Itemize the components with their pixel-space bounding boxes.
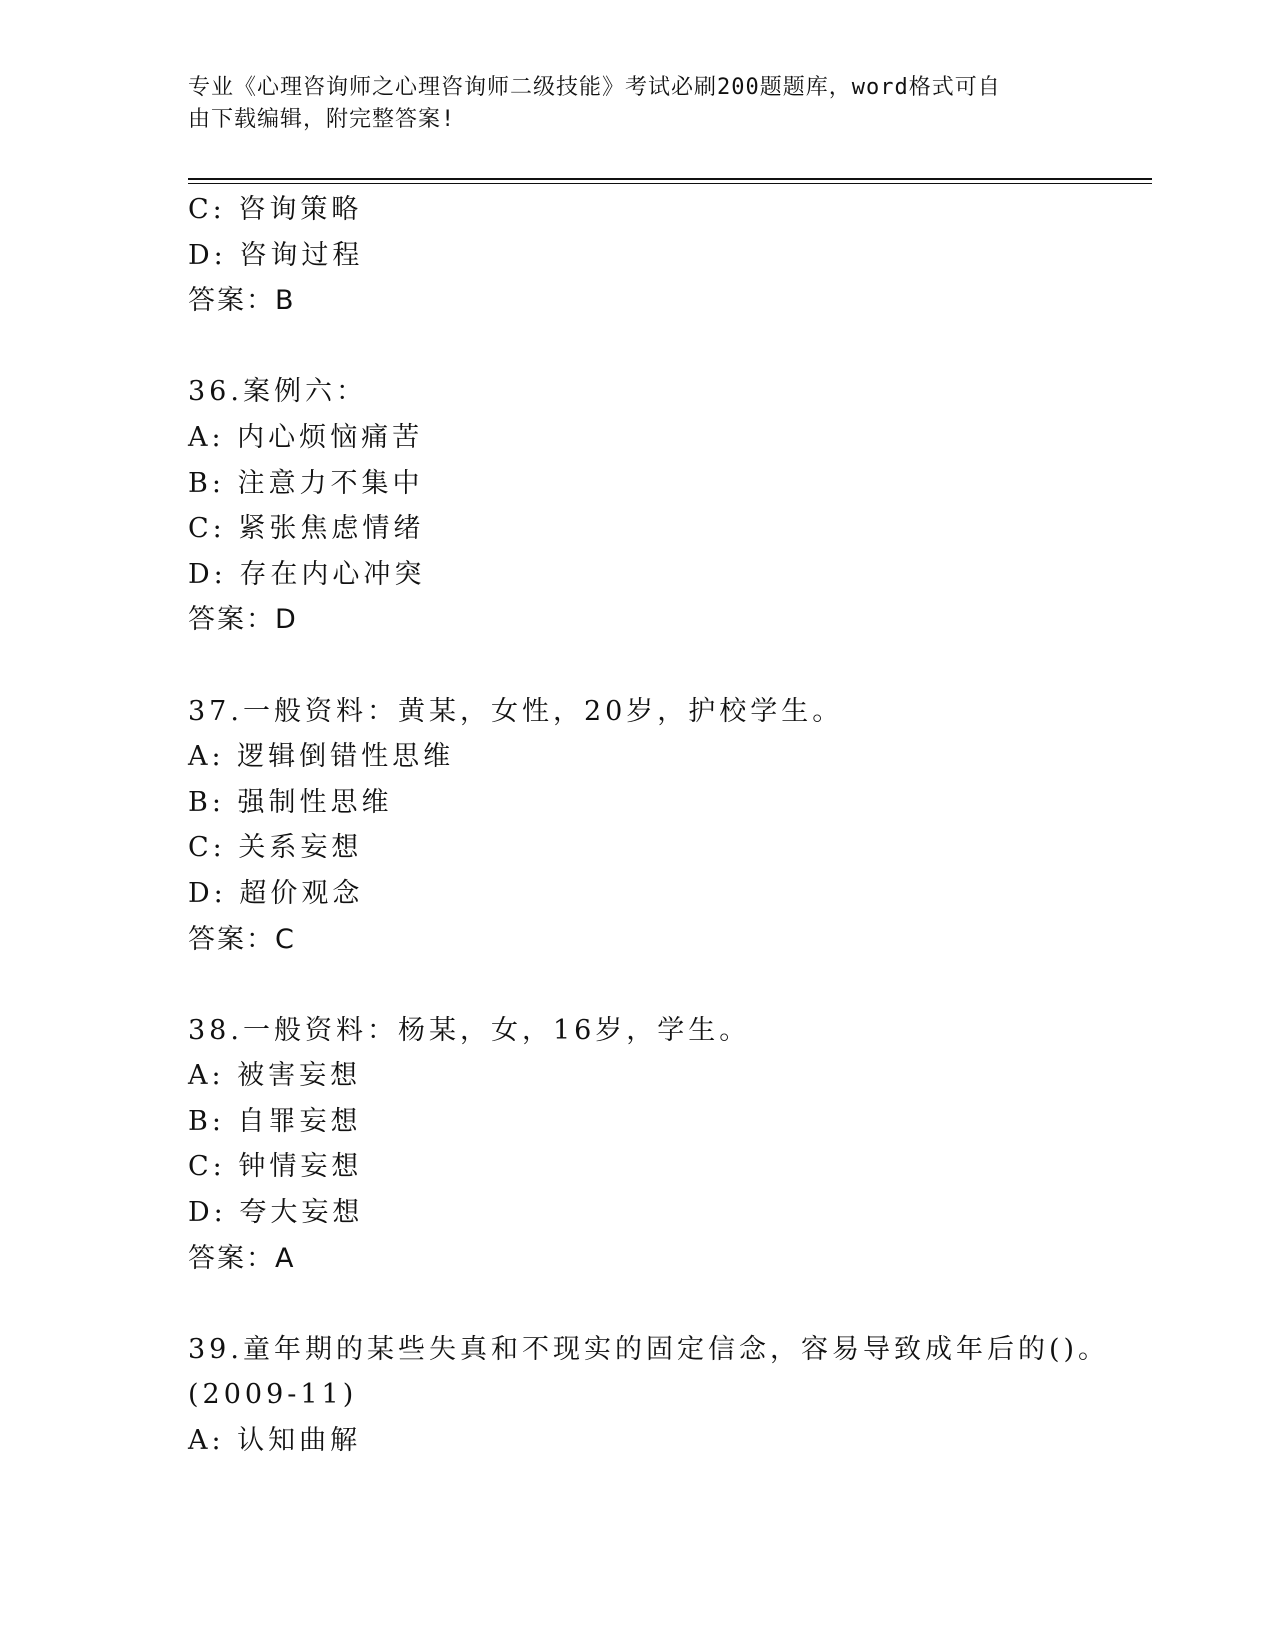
spacer	[188, 643, 1152, 689]
option-d: D: 存在内心冲突	[188, 558, 426, 590]
option-a: A: 逻辑倒错性思维	[188, 741, 455, 773]
question-stem: 38.一般资料：杨某，女，16岁，学生。	[188, 1014, 751, 1046]
answer-line: 答案：B	[188, 285, 296, 317]
question-37	[188, 689, 1152, 963]
question-38	[188, 1008, 1152, 1282]
document-header	[188, 72, 1068, 136]
header-title-line-2: 由下载编辑，附完整答案!	[188, 107, 456, 132]
option-b: B: 强制性思维	[188, 786, 393, 818]
option-d: D: 咨询过程	[188, 239, 364, 271]
document-body	[188, 187, 1152, 1464]
header-rule-thin	[188, 183, 1152, 184]
question-stem-continued: (2009-11)	[188, 1379, 358, 1411]
option-a: A: 认知曲解	[188, 1425, 362, 1457]
option-d: D: 夸大妄想	[188, 1197, 364, 1229]
option-c: C: 钟情妄想	[188, 1151, 363, 1183]
header-rule-thick	[188, 178, 1152, 180]
answer-line: 答案：D	[188, 604, 298, 636]
spacer	[188, 962, 1152, 1008]
question-stem: 37.一般资料：黄某，女性，20岁，护校学生。	[188, 695, 844, 727]
option-c: C: 咨询策略	[188, 194, 363, 225]
question-stem: 39.童年期的某些失真和不现实的固定信念，容易导致成年后的()。	[188, 1333, 1110, 1365]
answer-line: 答案：A	[188, 1242, 296, 1274]
answer-line: 答案：C	[188, 923, 296, 955]
option-c: C: 紧张焦虑情绪	[188, 513, 425, 545]
option-a: A: 被害妄想	[188, 1060, 362, 1092]
option-d: D: 超价观念	[188, 877, 364, 909]
question-36	[188, 369, 1152, 643]
question-stem: 36.案例六：	[188, 376, 367, 408]
option-b: B: 注意力不集中	[188, 467, 424, 499]
option-c: C: 关系妄想	[188, 832, 363, 864]
question-39	[188, 1327, 1152, 1464]
option-a: A: 内心烦恼痛苦	[188, 421, 424, 453]
option-b: B: 自罪妄想	[188, 1105, 362, 1137]
question-35-tail	[188, 187, 1152, 324]
header-title-line-1: 专业《心理咨询师之心理咨询师二级技能》考试必刷200题题库，word格式可自	[188, 75, 1001, 100]
spacer	[188, 1281, 1152, 1327]
spacer	[188, 324, 1152, 370]
